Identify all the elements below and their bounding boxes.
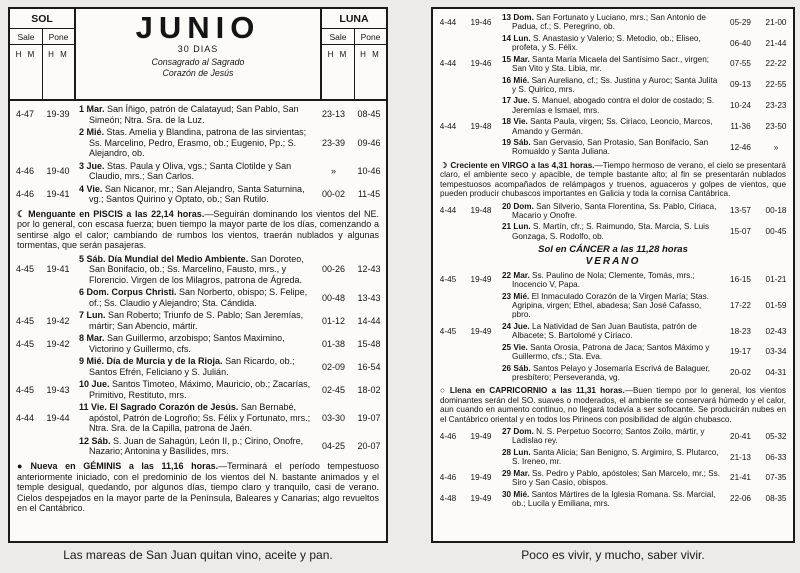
day-text: 10 Jue. Santos Timoteo, Máximo, Mauricio, ob.; Zacarías, Primitivo, Restituto, mrs.	[79, 379, 311, 400]
month-dedication	[76, 57, 320, 80]
moonrise-time: 15-07	[730, 227, 751, 237]
solstice-line: Sol en CÁNCER a las 11,28 horas	[538, 244, 688, 256]
moonset-time: 06-33	[765, 452, 787, 462]
day-text: 21 Lun. S. Martín, cfr.; S. Raimundo, Sta. Marcia, S. Luis Gonzaga, S. Rodolfo, ob.	[502, 222, 710, 241]
sol-subcolumns	[10, 29, 74, 99]
sunrise-time: 4-45	[439, 275, 457, 285]
moon-phase-lead: Nueva en GÉMINIS a las 11,16 horas.	[30, 460, 219, 471]
day-text: 14 Lun. S. Anastasio y Valerio; S. Metodio, ob.; Eliseo, profeta, y S. Félix.	[502, 33, 701, 53]
moonset-time: 21-00	[765, 17, 787, 27]
day-number-weekday: 1 Mar.	[79, 104, 108, 114]
feast-name: Día Mundial del Medio Ambiente.	[108, 253, 251, 264]
feast-name: El Sagrado Corazón de Jesús.	[109, 402, 241, 413]
moon-phase-icon: ☽	[440, 160, 448, 170]
day-number-weekday: 28 Lun.	[502, 447, 533, 457]
moonrise-time: 00-48	[321, 292, 346, 303]
day-text: 8 Mar. San Guillermo, arzobispo; Santos Maximino, Victorino y Guillermo, cfs.	[79, 333, 285, 354]
day-entry	[433, 342, 793, 363]
right-page	[431, 7, 795, 562]
moonset-time: 08-35	[765, 494, 787, 504]
moonrise-time: 00-26	[321, 264, 346, 275]
day-number-weekday: 4 Vie.	[79, 183, 105, 194]
day-entry	[10, 378, 386, 401]
day-text: 24 Jue. La Natividad de San Juan Bautista, patrón de Albacete; S. Bartolomé y Círiaco.	[502, 321, 697, 341]
moonset-time: 18-02	[357, 384, 381, 395]
moonrise-time: 02-45	[321, 384, 346, 395]
calendar-header	[10, 9, 386, 101]
day-entry	[433, 54, 793, 75]
moonset-time: 10-46	[357, 165, 381, 176]
sunset-time: 19-49	[470, 326, 492, 336]
moonset-time: 23-23	[765, 101, 787, 111]
moon-phase-note: ○ Llena en CAPRICORNIO a las 11,31 horas.—Buen tiempo por lo general, los vientos dominantes serán del SO. suaves o moderados, el ambiente se conservará húmedo y el calor, aun cuando en aumento continuo, no llegará todavía a ser sofocante. Se producirán nubes en el Cantábrico oriental y en todos los Pirineos con posibilidad de algún chubasco.	[440, 386, 787, 424]
month-title: JUNIO	[135, 10, 261, 45]
moon-phase-note: ☾ Menguante en PISCIS a las 22,14 horas.—Seguirán dominando los vientos del NE. por lo general, con escasa fuerza; buen tiempo la mayor parte de los días, comenzando a sentirse algo el calor; cambiando de rumbos los vientos, traerán nublados y algunas tormentas, que serán pasajeras.	[17, 208, 379, 251]
sunrise-time: 4-46	[439, 473, 457, 483]
moonrise-time: 03-30	[321, 412, 346, 423]
moonrise-time: 20-02	[730, 368, 751, 378]
day-entry	[433, 137, 793, 158]
moonset-time: 04-31	[765, 368, 787, 378]
moonset-time: »	[773, 142, 779, 152]
moonrise-time: 21-13	[730, 452, 751, 462]
day-text: 23 Mié. El Inmaculado Corazón de la Virgen María; Stas. Agripina, virgen; Ethel, abadesa; San José Cafasso, pbro.	[502, 291, 709, 320]
day-text: 26 Sáb. Santos Pelayo y Josemaría Escrivá de Balaguer, presbítero; Perseveranda, vg.	[502, 363, 710, 382]
moonset-time: 00-45	[765, 227, 787, 237]
sunrise-time: 4-46	[15, 188, 34, 199]
day-text: 19 Sáb. San Gervasio, San Protasio, San Bonifacio, San Romualdo y Santa Juliana.	[502, 138, 709, 157]
day-entry	[433, 426, 793, 447]
day-entry	[10, 160, 386, 183]
moonset-time: 01-59	[765, 300, 787, 310]
moonset-time: 05-32	[765, 431, 787, 441]
day-number-weekday: 15 Mar.	[502, 54, 533, 64]
sunset-time: 19-39	[46, 109, 70, 120]
day-text: 7 Lun. San Roberto; Triunfo de S. Pablo; San Jeremías, mártir; San Abencio, mártir.	[79, 310, 304, 331]
day-entry	[10, 355, 386, 378]
sunrise-time: 4-46	[439, 431, 457, 441]
day-number-weekday: 8 Mar.	[79, 333, 108, 344]
pone-label: Pone	[43, 29, 74, 45]
day-entry	[10, 253, 386, 287]
moonrise-time: 18-23	[730, 326, 751, 336]
moonset-time: 22-55	[765, 80, 787, 90]
day-text: 27 Dom. N. S. Perpetuo Socorro; Santos Zoilo, mártir, y Ladislao rey.	[502, 427, 705, 446]
month-header	[76, 9, 320, 99]
sunrise-time: 4-47	[15, 109, 34, 120]
day-entry	[433, 270, 793, 291]
day-number-weekday: 11 Vie.	[79, 402, 110, 413]
moonset-time: 08-45	[357, 109, 381, 120]
moon-phase-icon: ●	[17, 460, 28, 471]
day-text: 20 Dom. San Silverio, Santa Florentina, Ss. Pablo, Ciriaca, Macario y Onofre.	[502, 201, 717, 221]
moonset-time: 02-43	[765, 326, 787, 336]
moonrise-time: 11-36	[730, 121, 751, 131]
day-entry	[10, 435, 386, 458]
moon-phase-icon: ☾	[17, 208, 26, 219]
sunset-time: 19-42	[46, 315, 70, 326]
sunset-time: 19-43	[46, 384, 70, 395]
moonrise-time: 04-25	[321, 441, 346, 452]
moonset-time: 22-22	[765, 59, 787, 69]
moonrise-time: 06-40	[730, 38, 751, 48]
moonset-time: 07-35	[765, 473, 787, 483]
sunrise-time: 4-44	[439, 206, 457, 216]
day-text: 22 Mar. Ss. Paulino de Nola; Clemente, Tomás, mrs.; Inocencio V, Papa.	[502, 270, 695, 290]
moonrise-time: 17-22	[730, 300, 751, 310]
day-number-weekday: 7 Lun.	[79, 310, 108, 321]
day-entry	[10, 103, 386, 126]
day-entry	[433, 363, 793, 384]
sunset-time: 19-49	[470, 431, 492, 441]
day-number-weekday: 30 Mié.	[502, 489, 532, 499]
day-number-weekday: 24 Jue.	[502, 321, 533, 331]
day-text: 17 Jue. S. Manuel, abogado contra el dolor de costado; S. Jeremías e Ismael, mrs.	[502, 96, 715, 115]
day-text: 6 Dom. Corpus Christi. San Norberto, obispo; S. Felipe, of.; Ss. Claudio y Alejandro; Sta. Cándida.	[79, 287, 308, 308]
day-number-weekday: 5 Sáb.	[79, 253, 109, 264]
right-day-list	[433, 9, 793, 509]
day-number-weekday: 25 Vie.	[502, 342, 531, 352]
sunset-time: 19-48	[470, 206, 492, 216]
sunrise-time: 4-45	[439, 326, 457, 336]
sunset-time: 19-49	[470, 473, 492, 483]
day-number-weekday: 17 Jue.	[502, 96, 533, 106]
day-text: 1 Mar. San Íñigo, patrón de Calatayud; San Pablo, San Simeón; Ntra. Sra. de la Luz.	[79, 104, 299, 125]
sunrise-time: 4-44	[439, 17, 457, 27]
luna-pone-column	[354, 29, 386, 99]
sunrise-time: 4-44	[439, 121, 457, 131]
day-text: 18 Vie. Santa Paula, virgen; Ss. Ciriaco, Leoncio, Marcos, Amando y Germán.	[502, 117, 713, 136]
moonset-time: 00-18	[765, 206, 787, 216]
sol-title: SOL	[10, 9, 74, 29]
day-text: 2 Mié. Stas. Amelia y Blandina, patrona de las sirvientas; Ss. Marcelino, Pedro, Erasmo, ob.; Eugenio, Pp.; S. Alejandro, ob.	[79, 127, 307, 159]
moonrise-time: 20-41	[730, 431, 751, 441]
day-number-weekday: 12 Sáb.	[79, 435, 114, 446]
day-number-weekday: 6 Dom.	[79, 287, 112, 298]
day-number-weekday: 3 Jue.	[79, 160, 108, 171]
right-page-frame	[431, 7, 795, 543]
left-day-list	[10, 101, 386, 514]
moonset-time: 09-46	[357, 137, 381, 148]
day-entry	[10, 309, 386, 332]
sunset-time: 19-46	[470, 17, 492, 27]
sunrise-time: 4-45	[15, 338, 34, 349]
moonset-time: 14-44	[357, 315, 381, 326]
day-text: 3 Jue. Stas. Paula y Oliva, vgs.; Santa Clotilde y San Claudio, mrs.; San Carlos.	[79, 160, 292, 182]
day-text: 29 Mar. Ss. Pedro y Pablo, apóstoles; San Marcelo, mr.; Ss. Siro y San Casio, obispos.	[502, 468, 720, 488]
moonset-time: 20-07	[357, 441, 381, 452]
sunset-time: 19-40	[46, 165, 70, 176]
moonset-time: 15-48	[357, 338, 381, 349]
sunset-time: 19-49	[470, 494, 492, 504]
moonrise-time: 09-13	[730, 80, 751, 90]
day-number-weekday: 16 Mié.	[502, 75, 532, 85]
sunrise-time: 4-45	[15, 315, 34, 326]
day-text: 28 Lun. Santa Alicia; San Benigno, S. Argimiro, S. Plutarco, S. Ireneo, mr.	[502, 447, 719, 467]
moonrise-time: 02-09	[321, 361, 346, 372]
day-entry	[433, 12, 793, 33]
day-text: 11 Vie. El Sagrado Corazón de Jesús. San Bernabé, apóstol, Patrón de Logroño; Ss. Félix y Fortunato, mrs.; Ntra. Sra. de la Capilla, patrona de Jaén.	[79, 402, 311, 434]
day-entry	[10, 401, 386, 435]
day-entry	[433, 116, 793, 137]
sale-label: Sale	[322, 29, 354, 45]
left-proverb: Las mareas de San Juan quitan vino, aceite y pan.	[63, 548, 333, 562]
moonset-time: 03-34	[765, 347, 787, 357]
moonrise-time: 23-39	[321, 137, 346, 148]
moonrise-time: »	[330, 165, 336, 176]
day-number-weekday: 10 Jue.	[79, 379, 113, 390]
sunset-time: 19-41	[46, 264, 70, 275]
day-entry	[10, 332, 386, 355]
sol-header	[10, 9, 76, 99]
hm-label: H M	[48, 50, 69, 59]
day-text: 30 Mié. Santos Mártires de la Iglesia Romana. Ss. Marcial, ob.; Lucila y Emiliana, mrs.	[502, 489, 716, 508]
day-text: 9 Mié. Día de Murcia y de la Rioja. San Ricardo, ob.; Santos Efrén, Feliciano y S. Julián.	[79, 356, 295, 377]
moonset-time: 19-07	[357, 412, 381, 423]
sunrise-time: 4-44	[439, 59, 457, 69]
day-entry	[433, 201, 793, 222]
day-entry	[10, 126, 386, 160]
moonrise-time: 05-29	[730, 17, 751, 27]
day-text: 25 Vie. Santa Orosia, Patrona de Jaca; Santos Máximo y Guillermo, cfs.; Sta. Eva.	[502, 342, 710, 362]
day-text: 13 Dom. San Fortunato y Luciano, mrs.; San Antonio de Padua, cf.; S. Peregrino, ob.	[502, 13, 706, 32]
moonrise-time: 19-17	[730, 347, 751, 357]
day-number-weekday: 18 Vie.	[502, 117, 531, 127]
day-entry	[433, 221, 793, 242]
pone-label: Pone	[355, 29, 386, 45]
hm-label: H M	[327, 50, 349, 59]
moon-phase-lead: Llena en CAPRICORNIO a las 11,31 horas.	[449, 386, 625, 396]
right-proverb: Poco es vivir, y mucho, saber vivir.	[521, 548, 705, 562]
moonrise-time: 21-41	[730, 473, 751, 483]
sunset-time: 19-48	[470, 121, 492, 131]
day-entry	[433, 33, 793, 54]
day-number-weekday: 26 Sáb.	[502, 363, 533, 373]
moonset-time: 01-21	[765, 275, 787, 285]
day-number-weekday: 2 Mié.	[79, 127, 107, 138]
day-number-weekday: 21 Lun.	[502, 222, 533, 232]
moonrise-time: 07-55	[730, 59, 751, 69]
moonset-time: 12-43	[357, 264, 381, 275]
day-number-weekday: 13 Dom.	[502, 13, 537, 22]
day-text: 16 Mié. San Aureliano, cf.; Ss. Justina y Auroc; Santa Julita y S. Quirico, mrs.	[502, 75, 718, 94]
moonrise-time: 12-46	[730, 142, 751, 152]
day-number-weekday: 27 Dom.	[502, 427, 537, 437]
feast-name: Corpus Christi.	[111, 287, 180, 298]
luna-subcolumns	[322, 29, 386, 99]
moonrise-time: 01-38	[321, 338, 346, 349]
moon-phase-note: ☽ Creciente en VIRGO a las 4,31 horas.—Tiempo hermoso de verano, el cielo se presentará claro, el ambiente seco y apacible, de temple bastante alto; al fin se presentarán nublados tempestuosos acompañados de relámpagos y truenos, aguaceros y golpes de vientos, que pueden producir chubascos importantes en Galicia y toda la cornisa Cantábrica.	[440, 160, 786, 199]
moonset-time: 13-43	[357, 292, 381, 303]
sol-pone-column	[42, 29, 74, 99]
sunrise-time: 4-46	[15, 165, 34, 176]
moonrise-time: 16-15	[730, 275, 751, 285]
moonrise-time: 00-02	[321, 188, 346, 199]
day-entry	[433, 321, 793, 342]
moonset-time: 23-50	[765, 121, 787, 131]
day-text: 5 Sáb. Día Mundial del Medio Ambiente. San Doroteo, San Bonifacio, ob.; Ss. Marcelino, Fausto, mrs., y Florencio. Virgen de los Milagros, patrona de Ágreda.	[79, 253, 304, 285]
sunrise-time: 4-44	[15, 412, 34, 423]
day-entry	[10, 183, 386, 206]
luna-sale-column	[322, 29, 354, 99]
moonset-time: 21-44	[765, 38, 787, 48]
day-number-weekday: 14 Lun.	[502, 33, 533, 43]
day-number-weekday: 29 Mar.	[502, 468, 533, 478]
dedication-line2: Corazón de Jesús	[162, 68, 234, 79]
day-entry	[433, 447, 793, 468]
sunrise-time: 4-45	[15, 264, 34, 275]
day-text: 15 Mar. Santa María Micaela del Santísimo Sacr., virgen; San Vito y Sta. Libia, mr.	[502, 54, 710, 74]
luna-title: LUNA	[322, 9, 386, 29]
dedication-line1: Consagrado al Sagrado	[151, 57, 245, 67]
season-name: VERANO	[585, 256, 641, 268]
moonrise-time: 22-06	[730, 494, 751, 504]
day-entry	[10, 286, 386, 309]
day-entry	[433, 489, 793, 510]
day-number-weekday: 23 Mié.	[502, 291, 532, 301]
day-text: 4 Vie. San Nicanor, mr.; San Alejandro, Santa Saturnina, vg.; Santos Quirino y Optato, ob.; San Rutilo.	[79, 183, 305, 205]
day-entry	[433, 75, 793, 96]
day-number-weekday: 19 Sáb.	[502, 138, 533, 148]
sale-label: Sale	[10, 29, 42, 45]
sol-sale-column	[10, 29, 42, 99]
moon-phase-lead: Menguante en PISCIS a las 22,14 horas.	[28, 208, 205, 219]
month-days-label: 30 DIAS	[177, 44, 219, 54]
day-number-weekday: 20 Dom.	[502, 201, 537, 211]
moonrise-time: 13-57	[730, 206, 751, 216]
moonrise-time: 10-24	[730, 101, 751, 111]
day-entry	[433, 95, 793, 116]
sunset-time: 19-41	[46, 188, 70, 199]
moonrise-time: 01-12	[321, 315, 346, 326]
left-page	[8, 7, 388, 562]
hm-label: H M	[360, 50, 381, 59]
day-entry	[433, 291, 793, 321]
day-number-weekday: 9 Mié.	[79, 356, 107, 367]
moon-phase-lead: Creciente en VIRGO a las 4,31 horas.	[450, 160, 595, 170]
sunset-time: 19-49	[470, 275, 492, 285]
day-number-weekday: 22 Mar.	[502, 270, 533, 280]
moonrise-time: 23-13	[321, 109, 346, 120]
sunset-time: 19-46	[470, 59, 492, 69]
feast-name: Día de Murcia y de la Rioja.	[106, 356, 226, 367]
moon-phase-note: ● Nueva en GÉMINIS a las 11,16 horas.—Terminará el período tempestuoso anteriormente iniciado, con el predominio de los vientos del N. bastante animados y el temple desigual, quedando, por algunos días, tiempo claro y tranquilo, casi de verano. Cielos despejados en la mayor parte de la Península, Baleares y Canarias; algo revueltos en el Cantábrico.	[17, 460, 380, 514]
luna-header	[320, 9, 386, 99]
hm-label: H M	[15, 50, 37, 59]
day-text: 12 Sáb. S. Juan de Sahagún, León II, p.; Cirino, Onofre, Nazario; Antonina y Basílides, mrs.	[79, 435, 304, 457]
sunrise-time: 4-48	[439, 494, 457, 504]
sunrise-time: 4-45	[15, 384, 34, 395]
moonset-time: 16-54	[357, 361, 381, 372]
day-entry	[433, 468, 793, 489]
moon-phase-icon: ○	[440, 386, 447, 396]
season-note	[433, 245, 793, 267]
left-page-frame	[8, 7, 388, 543]
moonset-time: 11-45	[357, 188, 381, 199]
sunset-time: 19-42	[46, 338, 70, 349]
sunset-time: 19-44	[46, 412, 70, 423]
